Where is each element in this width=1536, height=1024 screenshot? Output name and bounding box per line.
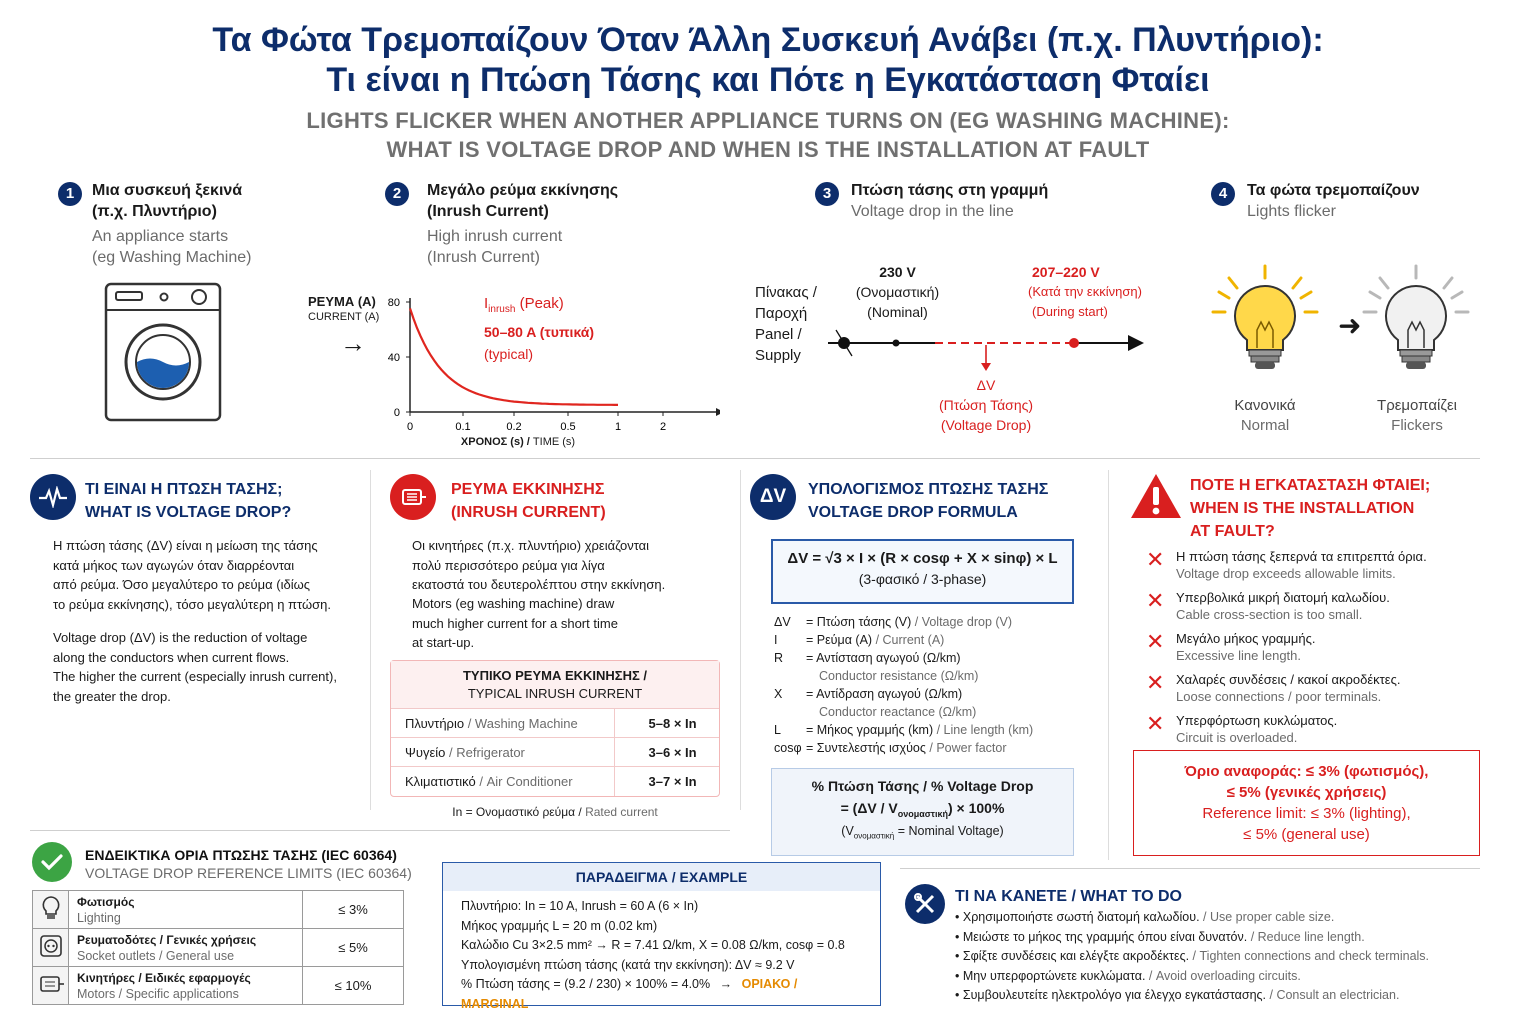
example-box — [442, 862, 881, 1011]
formula-definitions — [774, 613, 1074, 757]
pulse-icon — [30, 474, 76, 520]
divider — [30, 830, 730, 831]
todo-el: Σφίξτε συνδέσεις και ελέγξτε ακροδέκτες. — [962, 949, 1190, 963]
check-icon — [32, 842, 72, 882]
todo-el: Συμβουλευτείτε ηλεκτρολόγο για έλεγχο εγκατάστασης. — [962, 988, 1267, 1002]
motor-icon — [33, 967, 69, 1005]
bulb-normal-label: Κανονικά Normal — [1234, 397, 1296, 434]
example-line: Πλυντήριο: In = 10 A, Inrush = 60 A (6 × In) — [461, 899, 699, 913]
fault-text — [1176, 548, 1427, 582]
inrush-value: 5–8 × In — [648, 715, 697, 731]
warning-icon — [1130, 472, 1182, 520]
percent-note: ($V_{o\nu o\mu\alpha\sigma\tau\iota\kappa ή}$ = Nominal Voltage) — [841, 823, 1004, 841]
appliance-cell — [391, 767, 614, 796]
todo-bullet: • — [955, 929, 963, 944]
inrush-value: 3–7 × In — [648, 773, 697, 789]
limit-el: Ρευματοδότες / Γενικές χρήσεις — [77, 932, 257, 947]
example-title: ΠΑΡΑΔΕΙΓΜΑ / EXAMPLE — [443, 863, 880, 891]
formula-def-row — [774, 685, 1074, 721]
fault-item — [1146, 589, 1486, 623]
y-tick-label: 0 — [393, 407, 400, 419]
limit-label — [69, 967, 303, 1005]
voltage-line-diagram — [820, 325, 1150, 375]
todo-el: Χρησιμοποιήστε σωστή διατομή καλωδίου. — [962, 910, 1200, 924]
washing-machine-icon — [104, 282, 222, 422]
fault-en: Voltage drop exceeds allowable limits. — [1176, 566, 1396, 581]
inrush-english-text — [412, 594, 732, 653]
table-row — [33, 929, 404, 967]
what-is-english-text — [53, 628, 373, 706]
todo-list — [955, 908, 1495, 1006]
x-tick-label: 0.1 — [455, 421, 471, 433]
appliance-en: Refrigerator — [456, 744, 525, 760]
fault-en: Cable cross-section is too small. — [1176, 607, 1363, 622]
todo-item — [955, 986, 1495, 1006]
socket-icon — [33, 929, 69, 967]
formula-def-row — [774, 721, 1074, 739]
todo-en: / Avoid overloading circuits. — [1145, 968, 1301, 983]
fault-el: Χαλαρές συνδέσεις / κακοί ακροδέκτες. — [1176, 672, 1401, 687]
def-text — [806, 649, 1074, 685]
def-symbol: I — [774, 633, 778, 647]
step-3-text: Πτώση τάσης στη γραμμή Voltage drop in the line — [851, 182, 1049, 220]
def-sep: / — [933, 723, 944, 737]
fault-en: Loose connections / poor terminals. — [1176, 689, 1382, 704]
def-symbol: ΔV — [774, 615, 791, 629]
divider — [1108, 470, 1109, 860]
example-lines — [443, 891, 880, 975]
formula-def-row — [774, 631, 1074, 649]
todo-bullet: • — [955, 949, 963, 963]
chart-ylabel-en: CURRENT (A) — [308, 311, 380, 323]
fault-en: Circuit is overloaded. — [1176, 730, 1298, 745]
limit-el: Κινητήρες / Ειδικές εφαρμογές — [77, 970, 251, 985]
text-line: από ρεύμα. Όσο μεγαλύτερο το ρεύμα (ιδίως — [53, 577, 311, 592]
formula-def-row — [774, 649, 1074, 685]
appliance-en: Washing Machine — [474, 715, 578, 731]
page-subtitle-line1: LIGHTS FLICKER WHEN ANOTHER APPLIANCE TURNS ON (EG WASHING MACHINE): — [306, 108, 1230, 133]
x-mark-icon: ✕ — [1146, 670, 1165, 695]
limit-value: ≤ 5% — [303, 929, 404, 967]
text-line: at start-up. — [412, 635, 475, 650]
fault-el: Η πτώση τάσης ξεπερνά τα επιτρεπτά όρια. — [1176, 549, 1427, 564]
page-title-line2: Τι είναι η Πτώση Τάσης και Πότε η Εγκατάσταση Φταίει — [326, 61, 1210, 99]
formula-title: ΥΠΟΛΟΓΙΣΜΟΣ ΠΤΩΣΗΣ ΤΑΣΗΣ VOLTAGE DROP FORMULA — [808, 481, 1049, 521]
limit-el: Φωτισμός — [77, 894, 135, 909]
fault-text — [1176, 589, 1390, 623]
todo-en: / Reduce line length. — [1247, 929, 1365, 944]
x-tick-label: 2 — [659, 421, 667, 433]
def-sep: / — [872, 633, 883, 647]
appliance-sep: / — [445, 744, 457, 760]
inrush-greek-text — [412, 536, 732, 595]
y-tick-label: 40 — [387, 352, 400, 364]
bulb-flicker-label: Τρεμοπαίζει Flickers — [1377, 397, 1457, 434]
page-subtitle-line2: WHAT IS VOLTAGE DROP AND WHEN IS THE INSTALLATION AT FAULT — [386, 137, 1150, 162]
def-text — [806, 613, 1074, 631]
limits-title: ΕΝΔΕΙΚΤΙΚΑ ΟΡΙΑ ΠΤΩΣΗΣ ΤΑΣΗΣ (IEC 60364) VOLTAGE DROP REFERENCE LIMITS (IEC 60364) — [85, 847, 412, 881]
text-line: the greater the drop. — [53, 688, 171, 704]
x-tick-label: 0.5 — [560, 421, 576, 433]
x-mark-icon: ✕ — [1146, 547, 1165, 572]
fault-el: Υπερφόρτωση κυκλώματος. — [1176, 713, 1338, 728]
def-text — [806, 721, 1074, 739]
bulb-on-icon — [1205, 262, 1325, 382]
fault-en: Excessive line length. — [1176, 648, 1302, 663]
todo-item — [955, 908, 1495, 928]
text-line: The higher the current (especially inrush current), — [53, 669, 337, 684]
todo-item — [955, 967, 1495, 987]
inrush-table — [390, 660, 720, 797]
divider — [30, 458, 1480, 459]
appliance-cell — [391, 738, 614, 767]
x-tick-label: 1 — [614, 421, 622, 433]
def-en: Current (A) — [882, 633, 945, 647]
rated-current-note: In = Ονομαστικό ρεύμα / Rated current — [452, 805, 658, 819]
table-row — [391, 709, 719, 738]
delta-v-icon: ΔV — [750, 474, 796, 520]
fault-item — [1146, 548, 1486, 582]
appliance-sep: / — [464, 715, 475, 731]
fault-title: ΠΟΤΕ Η ΕΓΚΑΤΑΣΤΑΣΗ ΦΤΑΙΕΙ; WHEN IS THE INSTALLATION AT FAULT? — [1190, 477, 1431, 540]
fault-list — [1146, 548, 1486, 753]
limit-en: Lighting — [77, 910, 121, 925]
step-2-text: Μεγάλο ρεύμα εκκίνησης (Inrush Current) High inrush current (Inrush Current) — [427, 182, 619, 266]
text-line: εκατοστά του δευτερολέπτου στην εκκίνηση. — [412, 577, 666, 592]
step-number: 1 — [58, 182, 82, 206]
appliance-sep: / — [475, 773, 487, 789]
bulb-icon — [33, 891, 69, 929]
x-mark-icon: ✕ — [1146, 629, 1165, 654]
appliance-el: Κλιματιστικό — [405, 773, 476, 789]
example-line: Υπολογισμένη πτώση τάσης (κατά την εκκίνηση): ΔV ≈ 9.2 V — [461, 957, 795, 972]
divider — [740, 470, 741, 810]
voltage-drop-label: ΔV (Πτώση Τάσης) (Voltage Drop) — [938, 377, 1034, 433]
def-el: = Συντελεστής ισχύος — [806, 741, 926, 755]
reference-limit-box: Όριο αναφοράς: ≤ 3% (φωτισμός), ≤ 5% (γενικές χρήσεις) Reference limit: ≤ 3% (lighting), ≤ 5% (general use) — [1133, 750, 1480, 856]
what-is-title: ΤΙ ΕΙΝΑΙ Η ΠΤΩΣΗ ΤΑΣΗΣ; WHAT IS VOLTAGE DROP? — [85, 481, 292, 521]
def-en: Voltage drop (V) — [921, 615, 1013, 629]
text-line: Οι κινητήρες (π.χ. πλυντήριο) χρειάζονται — [412, 538, 650, 553]
text-line: Motors (eg washing machine) draw — [412, 596, 615, 611]
table-row — [391, 767, 719, 796]
def-text — [806, 739, 1074, 757]
def-el: = Πτώση τάσης (V) — [806, 615, 912, 629]
inrush-value: 3–6 × In — [648, 744, 697, 760]
table-row — [33, 891, 404, 929]
appliance-en: Air Conditioner — [486, 773, 573, 789]
text-line: πολύ περισσότερο ρεύμα για λίγα — [412, 557, 605, 573]
def-symbol: cosφ — [774, 741, 802, 755]
x-tick-label: 0.2 — [506, 421, 522, 433]
limit-label — [69, 891, 303, 929]
todo-el: Μειώστε το μήκος της γραμμής όπου είναι δυνατόν. — [962, 929, 1248, 944]
limits-table — [32, 890, 404, 1005]
x-mark-icon: ✕ — [1146, 711, 1165, 736]
chart-ylabel-el: ΡΕΥΜΑ (A) — [308, 294, 376, 309]
step-number: 4 — [1211, 182, 1235, 206]
arrow-right-icon: ➜ — [1338, 310, 1362, 341]
text-line: κατά μήκος των αγωγών όταν διαρρέονται — [53, 557, 295, 573]
inrush-table-title: ΤΥΠΙΚΟ ΡΕΥΜΑ ΕΚΚΙΝΗΣΗΣ / TYPICAL INRUSH CURRENT — [391, 661, 719, 708]
arrow-right-icon: → — [340, 328, 366, 358]
table-row — [391, 738, 719, 767]
def-en: Conductor reactance (Ω/km) — [819, 705, 977, 719]
fault-text — [1176, 712, 1337, 746]
peak-annotation: $I_{inrush}$ (Peak) 50–80 A (τυπικά) (typical) — [484, 295, 595, 362]
y-tick-label: 80 — [387, 297, 400, 309]
formula-def-row — [774, 613, 1074, 631]
motor-icon — [390, 474, 436, 520]
limit-label — [69, 929, 303, 967]
page-title-line1: Τα Φώτα Τρεμοπαίζουν Όταν Άλλη Συσκευή Ανάβει (π.χ. Πλυντήριο): — [212, 21, 1324, 59]
step-number: 2 — [385, 182, 409, 206]
divider — [370, 470, 371, 810]
step-number: 3 — [815, 182, 839, 206]
def-el: = Αντίδραση αγωγού (Ω/km) — [806, 687, 963, 701]
fault-el: Μεγάλο μήκος γραμμής. — [1176, 631, 1316, 646]
def-symbol: R — [774, 651, 784, 665]
todo-en: / Use proper cable size. — [1199, 910, 1335, 924]
todo-bullet: • — [955, 988, 963, 1002]
todo-en: / Consult an electrician. — [1266, 988, 1400, 1002]
x-mark-icon: ✕ — [1146, 588, 1165, 613]
example-result: % Πτώση τάσης = (9.2 / 230) × 100% = 4.0% → ΟΡΙΑΚΟ / MARGINAL — [461, 977, 798, 1011]
formula-box: ΔV = √3 × I × (R × cosφ + X × sinφ) × L (3-φασικό / 3-phase) — [771, 539, 1074, 604]
def-symbol: X — [774, 687, 783, 701]
inrush-title: ΡΕΥΜΑ ΕΚΚΙΝΗΣΗΣ (INRUSH CURRENT) — [451, 481, 606, 521]
todo-en: / Tighten connections and check terminals. — [1189, 949, 1430, 963]
step-1-text: Μια συσκευή ξεκινά (π.χ. Πλυντήριο) An appliance starts (eg Washing Machine) — [92, 182, 252, 266]
todo-bullet: • — [955, 968, 963, 983]
def-sep: / — [911, 615, 922, 629]
limit-en: Socket outlets / General use — [77, 948, 235, 963]
todo-title: ΤΙ ΝΑ ΚΑΝΕΤΕ / WHAT TO DO — [955, 888, 1182, 905]
limit-value: ≤ 3% — [303, 891, 404, 929]
start-voltage-label: 207–220 V (Κατά την εκκίνηση) (During start) — [1028, 264, 1142, 319]
percent-formula: = $(\Delta V / V_{o\nu o\mu\alpha\sigma\tau\iota\kappa ή}) \times 100\%$ — [840, 800, 1005, 819]
todo-item — [955, 947, 1495, 967]
what-is-greek-text — [53, 536, 363, 614]
formula-def-row — [774, 739, 1074, 757]
todo-item — [955, 928, 1495, 948]
divider — [900, 868, 1480, 869]
text-line: Voltage drop (ΔV) is the reduction of voltage — [53, 630, 308, 645]
supply-label: Πίνακας / Παροχή Panel / Supply — [755, 284, 817, 364]
def-text — [806, 685, 1074, 721]
text-line: much higher current for a short time — [412, 615, 618, 631]
example-line: Μήκος γραμμής L = 20 m (0.02 km) — [461, 918, 658, 933]
limit-value: ≤ 10% — [303, 967, 404, 1005]
tools-icon — [905, 884, 945, 924]
def-el: = Ρεύμα (A) — [806, 633, 873, 647]
chart-xlabel: ΧΡΟΝΟΣ (s) / TIME (s) — [460, 436, 576, 448]
table-row — [33, 967, 404, 1005]
fault-item — [1146, 630, 1486, 664]
def-en: Conductor resistance (Ω/km) — [819, 669, 979, 683]
def-el: = Αντίσταση αγωγού (Ω/km) — [806, 651, 961, 665]
fault-item — [1146, 671, 1486, 705]
def-text — [806, 631, 1074, 649]
fault-item — [1146, 712, 1486, 746]
x-tick-label: 0 — [406, 421, 414, 433]
def-sep: / — [925, 741, 937, 755]
def-en: Line length (km) — [943, 723, 1034, 737]
appliance-el: Ψυγείο — [405, 744, 446, 760]
inrush-table-body — [391, 708, 719, 796]
example-line: Καλώδιο Cu 3×2.5 mm² → R = 7.41 Ω/km, X = 0.08 Ω/km, cosφ = 0.8 — [461, 938, 845, 952]
appliance-el: Πλυντήριο — [405, 715, 465, 731]
text-line: Η πτώση τάσης (ΔV) είναι η μείωση της τάσης — [53, 538, 318, 553]
bulb-flicker-icon — [1356, 262, 1476, 382]
todo-el: Μην υπερφορτώνετε κυκλώματα. — [962, 968, 1146, 983]
text-line: along the conductors when current flows. — [53, 649, 290, 665]
fault-text — [1176, 630, 1315, 664]
def-el: = Μήκος γραμμής (km) — [806, 723, 934, 737]
nominal-voltage-label: 230 V (Ονομαστική) (Nominal) — [855, 264, 940, 320]
todo-bullet: • — [955, 910, 963, 924]
text-line: το ρεύμα εκκίνησης), τόσο μεγαλύτερη η πτώση. — [53, 596, 331, 612]
limit-en: Motors / Specific applications — [77, 986, 239, 1001]
def-en: Power factor — [936, 741, 1007, 755]
step-4-text: Τα φώτα τρεμοπαίζουν Lights flicker — [1247, 182, 1420, 220]
def-symbol: L — [774, 723, 781, 737]
percent-drop-box: % Πτώση Τάσης / % Voltage Drop = $(\Delta V / V_{o\nu o\mu\alpha\sigma\tau\iota\kappa ή}) \times 100\%$ ($V_{o\nu o\mu\alpha\sigma\tau\iota\kappa ή}$ = Nominal Voltage) — [771, 768, 1074, 856]
fault-text — [1176, 671, 1400, 705]
fault-el: Υπερβολικά μικρή διατομή καλωδίου. — [1176, 590, 1390, 605]
appliance-cell — [391, 709, 614, 738]
